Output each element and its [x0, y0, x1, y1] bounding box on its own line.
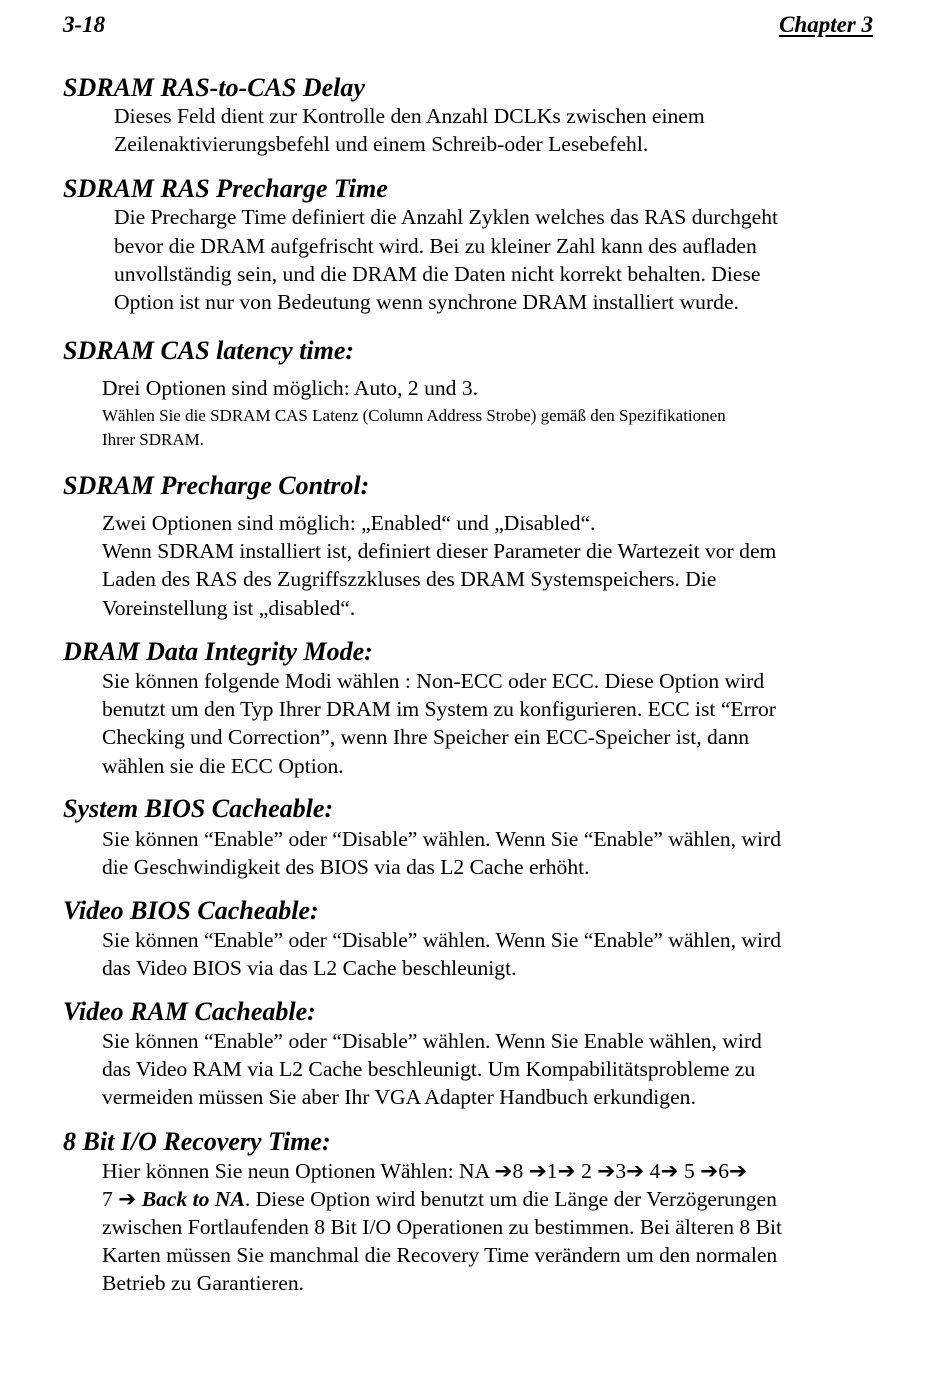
paragraph-line: Zeilenaktivierungsbefehl und einem Schreib-oder Lesebefehl. [114, 132, 649, 156]
paragraph-line: Karten müssen Sie manchmal die Recovery Time verändern um den normalen [102, 1243, 778, 1267]
paragraph-line: benutzt um den Typ Ihrer DRAM im System zu konfigurieren. ECC ist “Error [102, 697, 776, 721]
back-to-na-emphasis: Back to NA [141, 1187, 245, 1211]
paragraph-line: Hier können Sie neun Optionen Wählen: NA ➔8 ➔1➔ 2 ➔3➔ 4➔ 5 ➔6➔ [102, 1159, 748, 1183]
paragraph-small-line: Ihrer SDRAM. [102, 430, 204, 449]
paragraph-line: Betrieb zu Garantieren. [102, 1271, 305, 1295]
section-title-video-ram: Video RAM Cacheable: [63, 997, 316, 1026]
paragraph-line: Drei Optionen sind möglich: Auto, 2 und 3. [102, 376, 479, 400]
paragraph-line-mixed [102, 1185, 777, 1214]
section-title-system-bios: System BIOS Cacheable: [63, 794, 334, 823]
section-title-ras-precharge: SDRAM RAS Precharge Time [63, 174, 388, 203]
line-prefix: 7 ➔ [102, 1187, 142, 1211]
paragraph-line: Die Precharge Time definiert die Anzahl Zyklen welches das RAS durchgeht [114, 205, 779, 229]
section-title-video-bios: Video BIOS Cacheable: [63, 896, 319, 925]
paragraph-line: das Video BIOS via das L2 Cache beschleunigt. [102, 956, 517, 980]
page-header [63, 10, 873, 40]
paragraph-line: Sie können “Enable” oder “Disable” wählen. Wenn Sie Enable wählen, wird [102, 1029, 762, 1053]
line-rest: . Diese Option wird benutzt um die Länge der Verzögerungen [244, 1187, 777, 1211]
paragraph-line: Sie können folgende Modi wählen : Non-ECC oder ECC. Diese Option wird [102, 669, 765, 693]
section-title-cas-latency: SDRAM CAS latency time: [63, 336, 355, 365]
section-title-io-recovery: 8 Bit I/O Recovery Time: [63, 1127, 331, 1156]
paragraph-line: unvollständig sein, und die DRAM die Daten nicht korrekt behalten. Diese [114, 262, 761, 286]
paragraph-line: Sie können “Enable” oder “Disable” wählen. Wenn Sie “Enable” wählen, wird [102, 928, 782, 952]
page-number: 3-18 [63, 12, 106, 37]
paragraph-line: die Geschwindigkeit des BIOS via das L2 Cache erhöht. [102, 855, 590, 879]
paragraph-line: bevor die DRAM aufgefrischt wird. Bei zu kleiner Zahl kann des aufladen [114, 234, 757, 258]
paragraph-line: Voreinstellung ist „disabled“. [102, 596, 356, 620]
paragraph-line: Wenn SDRAM installiert ist, definiert dieser Parameter die Wartezeit vor dem [102, 539, 777, 563]
paragraph-line: das Video RAM via L2 Cache beschleunigt. Um Kompabilitätsprobleme zu [102, 1057, 756, 1081]
paragraph-line: Checking und Correction”, wenn Ihre Speicher ein ECC-Speicher ist, dann [102, 725, 750, 749]
section-title-precharge-control: SDRAM Precharge Control: [63, 471, 370, 500]
paragraph-line: Option ist nur von Bedeutung wenn synchrone DRAM installiert wurde. [114, 290, 739, 314]
section-title-data-integrity: DRAM Data Integrity Mode: [63, 637, 373, 666]
paragraph-line: Zwei Optionen sind möglich: „Enabled“ und „Disabled“. [102, 511, 596, 535]
section-title-ras-to-cas: SDRAM RAS-to-CAS Delay [63, 73, 365, 102]
paragraph-line: Sie können “Enable” oder “Disable” wählen. Wenn Sie “Enable” wählen, wird [102, 827, 782, 851]
paragraph-line: Laden des RAS des Zugriffszzkluses des DRAM Systemspeichers. Die [102, 567, 717, 591]
paragraph-line: wählen sie die ECC Option. [102, 754, 344, 778]
paragraph-line: vermeiden müssen Sie aber Ihr VGA Adapter Handbuch erkundigen. [102, 1085, 696, 1109]
chapter-label: Chapter 3 [779, 12, 873, 37]
paragraph-line: Dieses Feld dient zur Kontrolle den Anzahl DCLKs zwischen einem [114, 104, 705, 128]
paragraph-line: zwischen Fortlaufenden 8 Bit I/O Operationen zu bestimmen. Bei älteren 8 Bit [102, 1215, 783, 1239]
paragraph-small-line: Wählen Sie die SDRAM CAS Latenz (Column Address Strobe) gemäß den Spezifikationen [102, 406, 726, 425]
